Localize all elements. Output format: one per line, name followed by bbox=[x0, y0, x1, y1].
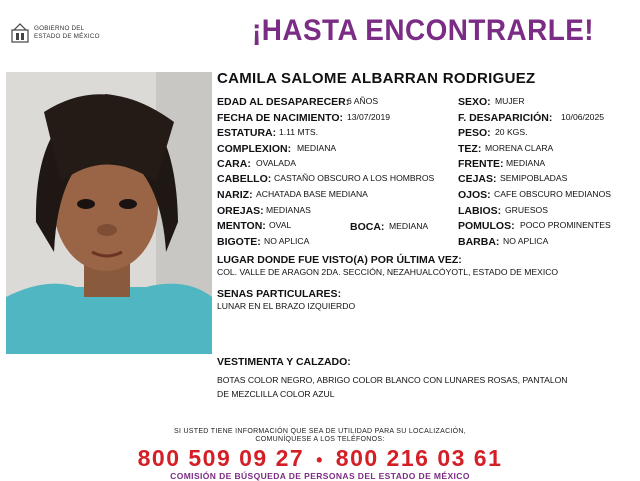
eyes-label: OJOS: bbox=[458, 189, 491, 201]
lips-label: LABIOS: bbox=[458, 205, 502, 217]
face-label: CARA: bbox=[217, 158, 251, 170]
cheekbones-value: POCO PROMINENTES bbox=[520, 220, 611, 230]
forehead-value: MEDIANA bbox=[506, 158, 546, 168]
nose-label: NARIZ: bbox=[217, 189, 253, 201]
marks-value: LUNAR EN EL BRAZO IZQUIERDO bbox=[217, 301, 356, 311]
last-seen-label: LUGAR DONDE FUE VISTO(A) POR ÚLTIMA VEZ: bbox=[217, 254, 462, 266]
complexion-label: COMPLEXION: bbox=[217, 143, 292, 155]
contact-info-line-1: SI USTED TIENE INFORMACIÓN QUE SEA DE UTILIDAD PARA SU LOCALIZACIÓN, bbox=[173, 428, 467, 435]
disappearance-date-value: 10/06/2025 bbox=[561, 112, 605, 122]
mustache-label: BIGOTE: bbox=[217, 236, 261, 248]
weight-label: PESO: bbox=[458, 127, 491, 139]
beard-value: NO APLICA bbox=[503, 236, 549, 246]
portrait-illustration bbox=[6, 72, 212, 354]
eyebrows-value: SEMIPOBLADAS bbox=[500, 173, 568, 183]
weight-value: 20 KGS. bbox=[495, 127, 528, 137]
age-label: EDAD AL DESAPARECER: bbox=[217, 96, 350, 108]
mustache-value: NO APLICA bbox=[264, 236, 310, 246]
height-value: 1.11 MTS. bbox=[279, 127, 319, 137]
sex-label: SEXO: bbox=[458, 96, 491, 108]
beard-label: BARBA: bbox=[458, 236, 500, 248]
birthdate-value: 13/07/2019 bbox=[347, 112, 391, 122]
marks-label: SENAS PARTICULARES: bbox=[217, 288, 342, 300]
hair-label: CABELLO: bbox=[217, 173, 272, 185]
phone-numbers bbox=[0, 445, 640, 472]
headline: ¡HASTA ENCONTRARLE! bbox=[252, 14, 595, 47]
chin-label: MENTON: bbox=[217, 220, 266, 232]
phone-number-1[interactable]: 800 509 09 27 bbox=[137, 445, 305, 471]
sex-value: MUJER bbox=[495, 96, 525, 106]
chin-value: OVAL bbox=[269, 220, 292, 230]
logo-line-2: ESTADO DE MÉXICO bbox=[34, 33, 100, 40]
ears-value: MEDIANAS bbox=[266, 205, 311, 215]
hair-value: CASTAÑO OBSCURO A LOS HOMBROS bbox=[274, 173, 435, 183]
disappearance-date-label: F. DESAPARICIÓN: bbox=[458, 112, 553, 124]
lips-value: GRUESOS bbox=[505, 205, 548, 215]
mouth-label: BOCA: bbox=[350, 221, 385, 233]
contact-info-line-2: COMUNÍQUESE A LOS TELÉFONOS: bbox=[255, 436, 385, 443]
logo-line-1: GOBIERNO DEL bbox=[34, 25, 85, 32]
skin-label: TEZ: bbox=[458, 143, 482, 155]
person-name: CAMILA SALOME ALBARRAN RODRIGUEZ bbox=[217, 70, 536, 87]
phone-separator: • bbox=[316, 450, 324, 470]
height-label: ESTATURA: bbox=[217, 127, 277, 139]
eyebrows-label: CEJAS: bbox=[458, 173, 497, 185]
clothing-line-2: DE MEZCLILLA COLOR AZUL bbox=[217, 389, 335, 399]
mouth-value: MEDIANA bbox=[389, 221, 429, 231]
skin-value: MORENA CLARA bbox=[485, 143, 554, 153]
forehead-label: FRENTE: bbox=[458, 158, 504, 170]
ears-label: OREJAS: bbox=[217, 205, 264, 217]
commission-footer: COMISIÓN DE BÚSQUEDA DE PERSONAS DEL ESTADO DE MÉXICO bbox=[170, 471, 470, 481]
clothing-line-1: BOTAS COLOR NEGRO, ABRIGO COLOR BLANCO CON LUNARES ROSAS, PANTALON bbox=[217, 375, 568, 385]
eyes-value: CAFE OBSCURO MEDIANOS bbox=[494, 189, 611, 199]
state-crest-icon bbox=[10, 22, 30, 44]
cheekbones-label: POMULOS: bbox=[458, 220, 515, 232]
last-seen-value: COL. VALLE DE ARAGON 2DA. SECCIÓN, NEZAHUALCÓYOTL, ESTADO DE MEXICO bbox=[217, 267, 559, 277]
complexion-value: MEDIANA bbox=[297, 143, 337, 153]
birthdate-label: FECHA DE NACIMIENTO: bbox=[217, 112, 343, 124]
nose-value: ACHATADA BASE MEDIANA bbox=[256, 189, 368, 199]
person-photo bbox=[6, 72, 212, 354]
face-value: OVALADA bbox=[256, 158, 296, 168]
government-logo bbox=[10, 22, 120, 46]
clothing-label: VESTIMENTA Y CALZADO: bbox=[217, 356, 351, 368]
age-value: 6 AÑOS bbox=[347, 96, 379, 106]
phone-number-2[interactable]: 800 216 03 61 bbox=[335, 445, 503, 471]
